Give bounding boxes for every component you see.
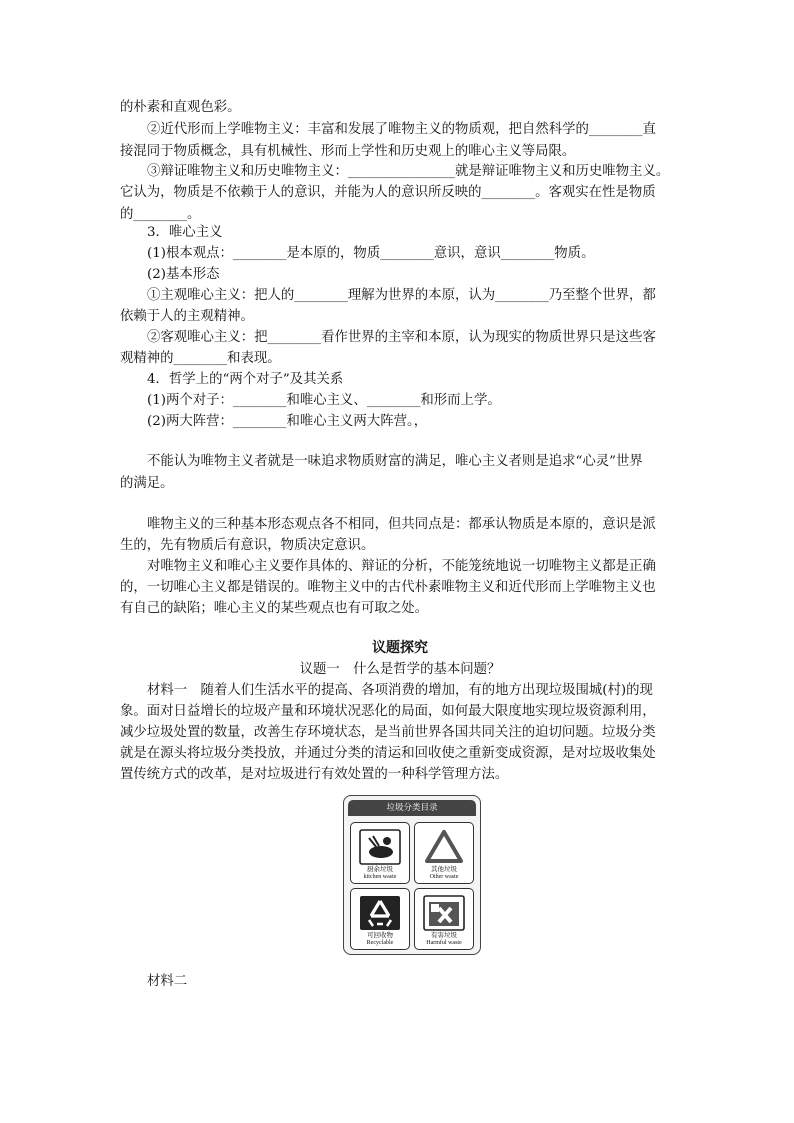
bin-label-cn: 其他垃圾: [431, 865, 457, 873]
note-line: 的，一切唯心主义都是错误的。唯物主义中的古代朴素唯物主义和近代形而上学唯物主义也: [120, 580, 656, 595]
note-line: 生的，先有物质后有意识，物质决定意识。: [120, 538, 375, 553]
hazard-icon: [421, 894, 467, 932]
material-line: 材料一 随着人们生活水平的提高、各项消费的增加，有的地方出现垃圾围城(村)的现: [147, 683, 653, 698]
text-line: 的朴素和直观色彩。: [120, 100, 241, 115]
material-line: 就是在源头将垃圾分类投放，并通过分类的清运和回收使之重新变成资源，是对垃圾收集处: [120, 746, 656, 761]
text-line: ②近代形而上学唯物主义：丰富和发展了唯物主义的物质观，把自然科学的________直: [147, 122, 656, 137]
bin-label-en: Other waste: [429, 874, 459, 880]
text-line: 3．唯心主义: [147, 225, 223, 240]
note-line: 对唯物主义和唯心主义要作具体的、辩证的分析，不能笼统地说一切唯物主义都是正确: [147, 559, 656, 574]
bin-other-waste: [414, 822, 474, 884]
note-line: 有自己的缺陷；唯心主义的某些观点也有可取之处。: [120, 601, 428, 616]
bin-kitchen-waste: [350, 822, 410, 884]
bin-label-en: kitchen waste: [363, 874, 397, 880]
text-line: 它认为，物质是不依赖于人的意识，并能为人的意识所反映的________。客观实在性是物质: [120, 185, 656, 200]
text-line: (2)基本形态: [147, 267, 220, 282]
text-line: ①主观唯心主义：把人的________理解为世界的本原，认为________乃至整个世界，都: [147, 288, 656, 303]
recycle-icon: [357, 894, 403, 932]
text-line: 4．哲学上的“两个对子”及其关系: [147, 372, 344, 387]
bin-recyclable: [350, 888, 410, 950]
text-line: 观精神的________和表现。: [120, 351, 281, 366]
text-line: (1)两个对子：________和唯心主义、________和形而上学。: [147, 393, 501, 408]
text-line: (1)根本观点：________是本原的，物质________意识，意识________物质。: [147, 246, 595, 261]
material-label: 材料二: [147, 974, 188, 989]
text-line: 的________。: [120, 207, 201, 222]
bin-label-cn: 厨余垃圾: [367, 865, 393, 873]
food-waste-icon: [357, 828, 403, 866]
section-title: 议题探究: [372, 640, 428, 656]
garbage-classification-figure: [343, 795, 481, 955]
other-waste-triangle-icon: [421, 828, 467, 866]
note-line: 唯物主义的三种基本形态观点各不相同，但共同点是：都承认物质是本原的，意识是派: [147, 517, 656, 532]
material-line: 置传统方式的改革，是对垃圾进行有效处置的一种科学管理方法。: [120, 767, 509, 782]
bin-label-en: Harmful waste: [426, 940, 462, 946]
note-line: 不能认为唯物主义者就是一味追求物质财富的满足，唯心主义者则是追求“心灵”世界: [147, 454, 643, 469]
text-line: ③辩证唯物主义和历史唯物主义：________________就是辩证唯物主义和历史唯物主义。: [147, 164, 670, 179]
bin-label-cn: 有害垃圾: [431, 931, 457, 939]
text-line: (2)两大阵营：________和唯心主义两大阵营。，: [147, 414, 428, 429]
text-line: 依赖于人的主观精神。: [120, 309, 254, 324]
text-line: ②客观唯心主义：把________看作世界的主宰和本原，认为现实的物质世界只是这些客: [147, 330, 656, 345]
topic-title: 议题一 什么是哲学的基本问题？: [299, 662, 501, 677]
bin-label-en: Recyclable: [366, 940, 394, 946]
material-line: 减少垃圾处置的数量，改善生存环境状态，是当前世界各国共同关注的迫切问题。垃圾分类: [120, 725, 656, 740]
bin-label-cn: 可回收物: [367, 931, 393, 939]
note-line: 的满足。: [120, 476, 174, 491]
text-line: 接混同于物质概念，具有机械性、形而上学性和历史观上的唯心主义等局限。: [120, 144, 576, 159]
material-line: 象。面对日益增长的垃圾产量和环境状况恶化的局面，如何最大限度地实现垃圾资源利用，: [120, 704, 656, 719]
bin-harmful-waste: [414, 888, 474, 950]
figure-header: 垃圾分类目录: [348, 800, 476, 816]
